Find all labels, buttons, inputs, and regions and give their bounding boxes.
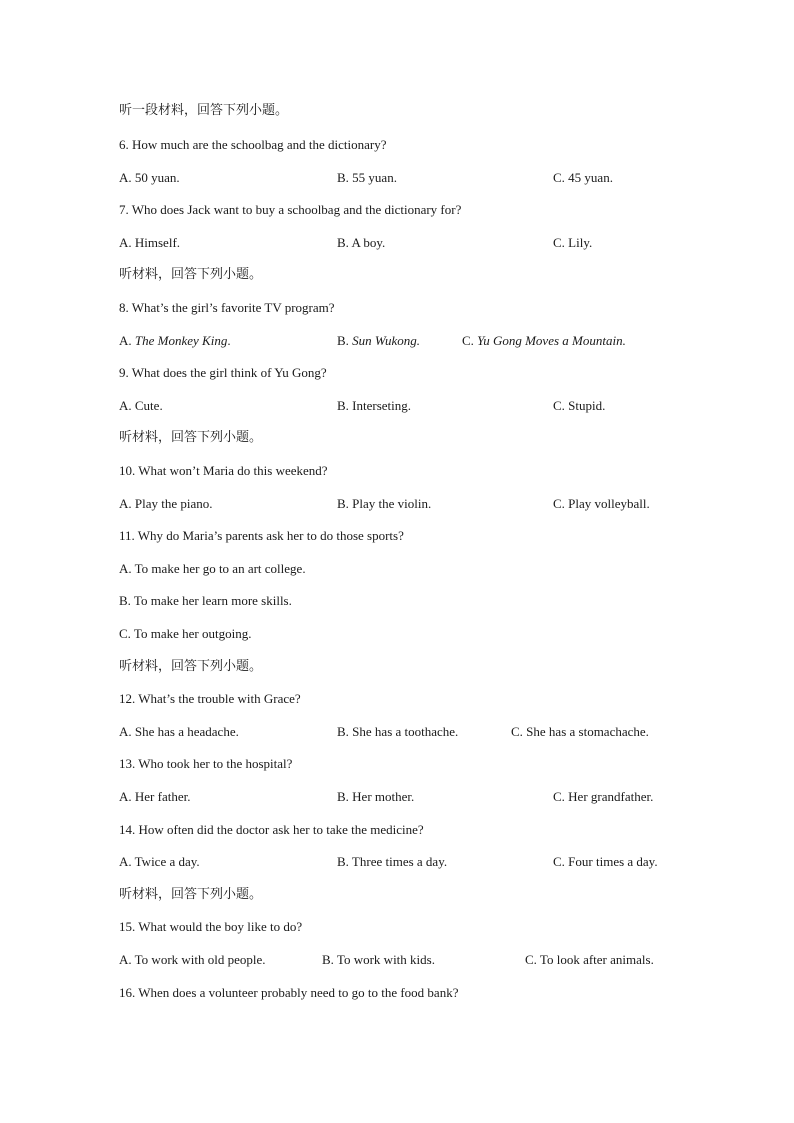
q9-option-c: C. Stupid. xyxy=(553,398,606,413)
question-10: 10. What won’t Maria do this weekend? xyxy=(119,463,328,478)
q8-option-c-title: Yu Gong Moves a Mountain. xyxy=(477,333,626,348)
q8-option-c xyxy=(462,333,626,349)
section-heading: 听一段材料，回答下列小题。 xyxy=(119,103,289,118)
section-heading: 听材料，回答下列小题。 xyxy=(119,430,263,445)
q10-option-c: C. Play volleyball. xyxy=(553,496,650,511)
q7-option-c: C. Lily. xyxy=(553,235,593,250)
question-6: 6. How much are the schoolbag and the dictionary? xyxy=(119,137,387,152)
q13-option-a: A. Her father. xyxy=(119,789,191,804)
q6-option-a: A. 50 yuan. xyxy=(119,170,180,185)
q11-option-b: B. To make her learn more skills. xyxy=(119,593,292,608)
q13-option-c: C. Her grandfather. xyxy=(553,789,654,804)
q8-option-a-title: The Monkey King xyxy=(134,333,228,348)
question-15: 15. What would the boy like to do? xyxy=(119,919,303,934)
q8-option-b-title: Sun Wukong. xyxy=(352,333,421,348)
q12-option-b: B. She has a toothache. xyxy=(337,724,459,739)
q15-option-a: A. To work with old people. xyxy=(119,952,266,967)
question-8: 8. What’s the girl’s favorite TV program? xyxy=(119,300,335,315)
q11-option-c: C. To make her outgoing. xyxy=(119,626,252,641)
q8-option-a-prefix: A. xyxy=(119,333,135,348)
q10-option-a: A. Play the piano. xyxy=(119,496,213,511)
q8-option-b-prefix: B. xyxy=(337,333,353,348)
q6-option-b: B. 55 yuan. xyxy=(337,170,397,185)
q8-option-c-prefix: C. xyxy=(462,333,478,348)
section-heading: 听材料，回答下列小题。 xyxy=(119,267,263,282)
q15-option-c: C. To look after animals. xyxy=(525,952,654,967)
section-heading: 听材料，回答下列小题。 xyxy=(119,887,263,902)
section-heading: 听材料，回答下列小题。 xyxy=(119,659,263,674)
q8-option-a xyxy=(119,333,231,349)
q11-option-a: A. To make her go to an art college. xyxy=(119,561,306,576)
q7-option-b: B. A boy. xyxy=(337,235,386,250)
q9-option-b: B. Interseting. xyxy=(337,398,412,413)
q15-option-b: B. To work with kids. xyxy=(322,952,435,967)
q8-option-b xyxy=(337,333,420,349)
q9-option-a: A. Cute. xyxy=(119,398,163,413)
question-9: 9. What does the girl think of Yu Gong? xyxy=(119,365,327,380)
q14-option-a: A. Twice a day. xyxy=(119,854,200,869)
question-16: 16. When does a volunteer probably need to go to the food bank? xyxy=(119,985,459,1000)
q14-option-c: C. Four times a day. xyxy=(553,854,658,869)
q10-option-b: B. Play the violin. xyxy=(337,496,432,511)
question-13: 13. Who took her to the hospital? xyxy=(119,756,293,771)
question-14: 14. How often did the doctor ask her to take the medicine? xyxy=(119,822,424,837)
q12-option-c: C. She has a stomachache. xyxy=(511,724,649,739)
question-12: 12. What’s the trouble with Grace? xyxy=(119,691,301,706)
q13-option-b: B. Her mother. xyxy=(337,789,415,804)
question-11: 11. Why do Maria’s parents ask her to do those sports? xyxy=(119,528,404,543)
question-7: 7. Who does Jack want to buy a schoolbag and the dictionary for? xyxy=(119,202,462,217)
q6-option-c: C. 45 yuan. xyxy=(553,170,613,185)
q7-option-a: A. Himself. xyxy=(119,235,181,250)
q14-option-b: B. Three times a day. xyxy=(337,854,448,869)
q8-option-a-suffix: . xyxy=(227,333,231,348)
q12-option-a: A. She has a headache. xyxy=(119,724,239,739)
